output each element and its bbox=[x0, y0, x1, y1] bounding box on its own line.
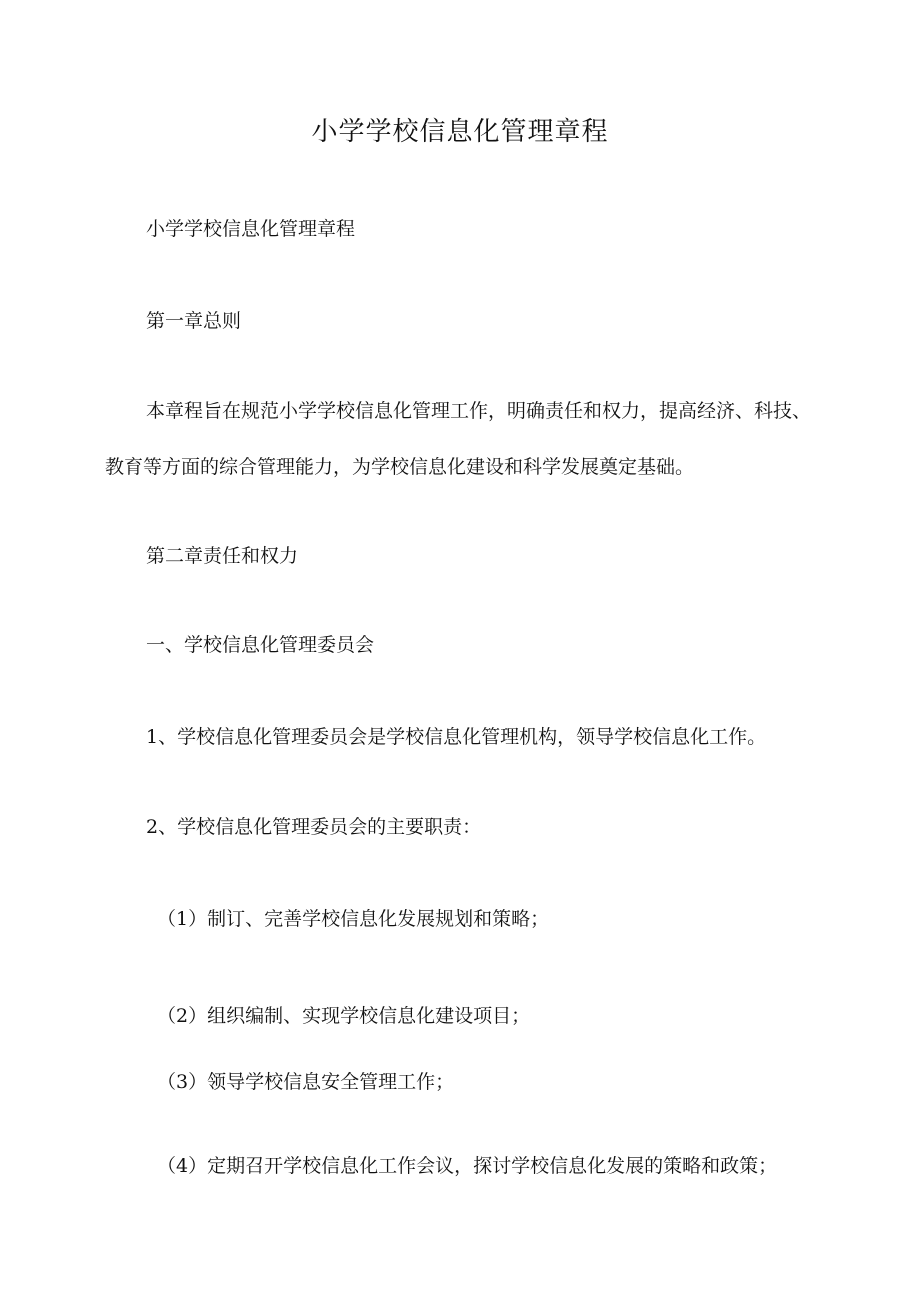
chapter-two-heading: 第二章责任和权力 bbox=[146, 545, 299, 567]
chapter-one-heading: 第一章总则 bbox=[146, 310, 242, 332]
duty-item-3: （3）领导学校信息安全管理工作； bbox=[157, 1071, 455, 1093]
duty-item-4: （4）定期召开学校信息化工作会议，探讨学校信息化发展的策略和政策； bbox=[157, 1155, 778, 1177]
duty-item-1: （1）制订、完善学校信息化发展规划和策略； bbox=[157, 908, 550, 930]
duty-item-2: （2）组织编制、实现学校信息化建设项目； bbox=[157, 1005, 531, 1027]
clause-two: 2、学校信息化管理委员会的主要职责： bbox=[146, 816, 482, 838]
chapter-one-body: 本章程旨在规范小学学校信息化管理工作，明确责任和权力，提高经济、科技、教育等方面的综合管理能力，为学校信息化建设和科学发展奠定基础。 bbox=[105, 400, 812, 478]
clause-one: 1、学校信息化管理委员会是学校信息化管理机构，领导学校信息化工作。 bbox=[146, 726, 767, 748]
document-title: 小学学校信息化管理章程 bbox=[311, 117, 609, 147]
section-one-heading: 一、学校信息化管理委员会 bbox=[146, 634, 375, 656]
paragraph-subtitle: 小学学校信息化管理章程 bbox=[146, 218, 356, 240]
